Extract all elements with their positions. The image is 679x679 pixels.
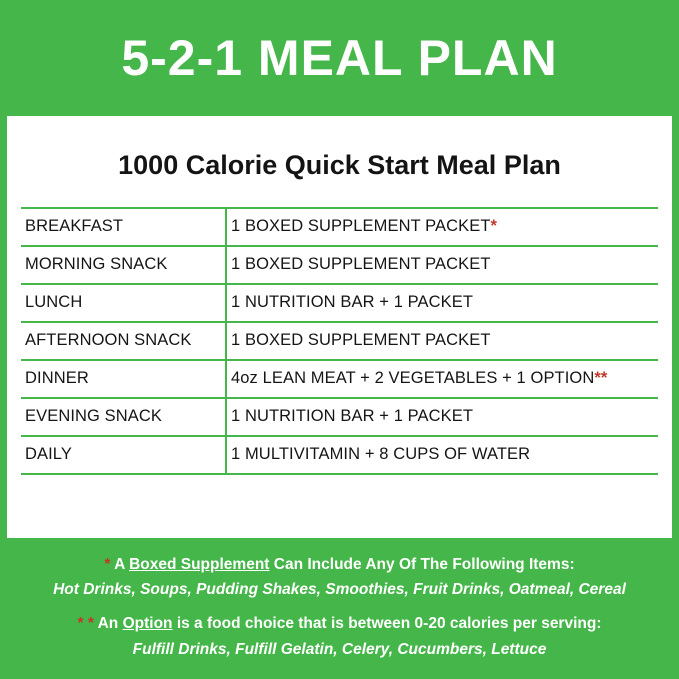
table-row	[21, 436, 658, 474]
meal-label: LUNCH	[21, 284, 226, 322]
footnote-tail: is a food choice that is between 0-20 calories per serving:	[172, 615, 602, 633]
footnote-term: Option	[122, 615, 173, 633]
meal-description-text: 4oz LEAN MEAT + 2 VEGETABLES + 1 OPTION	[231, 368, 595, 387]
meal-label: EVENING SNACK	[21, 398, 226, 436]
meal-table	[21, 207, 658, 475]
footnote-heading	[10, 554, 669, 576]
meal-table-body	[21, 208, 658, 474]
footnote-star: * *	[77, 615, 94, 633]
subtitle-section	[7, 116, 672, 207]
table-row	[21, 208, 658, 246]
footnotes-band	[0, 538, 679, 679]
table-row	[21, 246, 658, 284]
meal-label: BREAKFAST	[21, 208, 226, 246]
table-row	[21, 284, 658, 322]
table-row	[21, 360, 658, 398]
meal-description-text: 1 MULTIVITAMIN + 8 CUPS OF WATER	[231, 444, 531, 463]
meal-description-text: 1 NUTRITION BAR + 1 PACKET	[231, 292, 474, 311]
footnote-term: Boxed Supplement	[129, 555, 270, 573]
meal-table-wrapper	[7, 207, 672, 538]
header-band	[7, 0, 672, 116]
table-row	[21, 398, 658, 436]
meal-label: DINNER	[21, 360, 226, 398]
footnote-items: Hot Drinks, Soups, Pudding Shakes, Smoothies, Fruit Drinks, Oatmeal, Cereal	[53, 581, 626, 599]
meal-label: MORNING SNACK	[21, 246, 226, 284]
page-title: 5-2-1 MEAL PLAN	[121, 30, 558, 86]
meal-description-text: 1 NUTRITION BAR + 1 PACKET	[231, 406, 474, 425]
table-row	[21, 322, 658, 360]
footnote-marker: *	[490, 216, 498, 235]
footnote-lead: A	[110, 555, 130, 573]
footnote-option	[10, 613, 669, 661]
footnote-tail: Can Include Any Of The Following Items:	[269, 555, 575, 573]
meal-description-text: 1 BOXED SUPPLEMENT PACKET	[231, 254, 491, 273]
footnote-star: *	[104, 555, 111, 573]
meal-description-text: 1 BOXED SUPPLEMENT PACKET	[231, 330, 491, 349]
subtitle: 1000 Calorie Quick Start Meal Plan	[118, 150, 561, 180]
meal-label: DAILY	[21, 436, 226, 474]
meal-description	[226, 436, 658, 474]
meal-label: AFTERNOON SNACK	[21, 322, 226, 360]
meal-description	[226, 208, 658, 246]
meal-description	[226, 360, 658, 398]
meal-description-text: 1 BOXED SUPPLEMENT PACKET	[231, 216, 491, 235]
footnote-items: Fulfill Drinks, Fulfill Gelatin, Celery, Cucumbers, Lettuce	[132, 640, 547, 658]
meal-description	[226, 284, 658, 322]
meal-description	[226, 322, 658, 360]
meal-description	[226, 246, 658, 284]
meal-description	[226, 398, 658, 436]
footnote-marker: **	[594, 368, 608, 387]
footnote-lead: An	[93, 615, 123, 633]
footnote-boxed-supplement	[10, 554, 669, 602]
footnote-heading	[10, 613, 669, 635]
